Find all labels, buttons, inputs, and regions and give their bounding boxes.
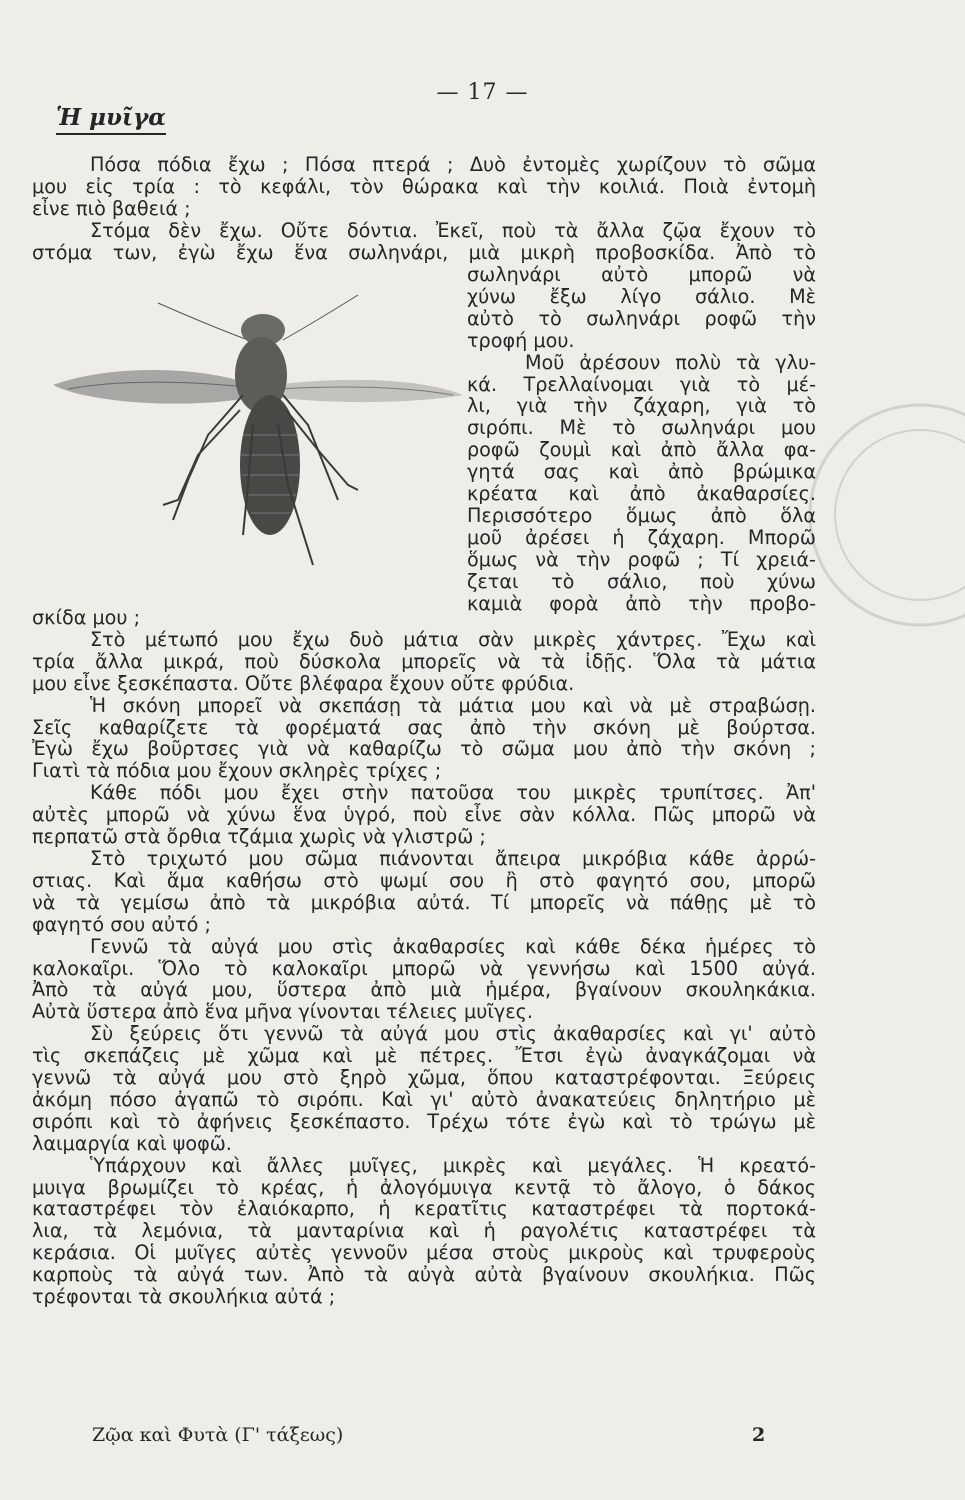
text-line: μυιγα βρωμίζει τὸ κρέας, ἡ ἀλογόμυιγα κεντᾷ τὸ ἄλογο, ὁ δάκος — [32, 1175, 816, 1199]
text-line: στόμα των, ἐγὼ ἔχω ἕνα σωληνάρι, μιὰ μικρὴ προβοσκίδα. Ἀπὸ τὸ — [32, 240, 816, 264]
page-title: Ἡ μυῖγα — [56, 104, 166, 135]
text-line: Μοῦ ἀρέσουν πολὺ τὰ γλυ- — [525, 350, 816, 374]
text-line: Στόμα δὲν ἔχω. Οὔτε δόντια. Ἐκεῖ, ποὺ τὰ ἄλλα ζῷα ἔχουν τὸ — [90, 218, 816, 242]
text-line: μου εἶνε ξεσκέπαστα. Οὔτε βλέφαρα ἔχουν οὔτε φρύδια. — [32, 671, 575, 695]
text-line: Στὸ τριχωτό μου σῶμα πιάνονται ἄπειρα μικρόβια κάθε ἀρρώ- — [90, 846, 816, 870]
text-line: ζεται τὸ σάλιο, ποὺ χύνω — [467, 569, 816, 593]
text-line: νὰ τὰ γεμίσω ἀπὸ τὰ μικρόβια αὐτά. Τί μπορεῖς νὰ πάθῃς μὲ τὸ — [32, 890, 816, 914]
text-line: Ἀπὸ τὰ αὐγά μου, ὕστερα ἀπὸ μιὰ ἡμέρα, βγαίνουν σκουληκάκια. — [32, 978, 816, 1002]
text-line: Πόσα πόδια ἔχω ; Πόσα πτερά ; Δυὸ ἐντομὲς χωρίζουν τὸ σῶμα — [90, 153, 816, 176]
text-line: Ὑπάρχουν καὶ ἄλλες μυῖγες, μικρὲς καὶ μεγάλες. Ἡ κρεατό- — [90, 1153, 816, 1177]
text-line: φαγητό σου αὐτό ; — [32, 912, 211, 936]
text-line: αὐτὸ τὸ σωληνάρι ροφῶ τὴν — [467, 306, 816, 330]
text-line: τὶς σκεπάζεις μὲ χῶμα καὶ μὲ πέτρες. Ἔτσι ἐγὼ ἀναγκάζομαι νὰ — [32, 1044, 816, 1068]
paragraph-beside-figure — [467, 264, 816, 615]
text-line: λαιμαργία καὶ ψοφῶ. — [32, 1131, 232, 1155]
text-line: ὅμως νὰ τὴν ροφῶ ; Τί χρειά- — [467, 547, 816, 571]
text-line: ἀκόμη πόσο ἀγαπῶ τὸ σιρόπι. Καὶ γι' αὐτὸ ἀνακατεύεις δηλητήριο μὲ — [32, 1087, 816, 1111]
text-line: Γιατὶ τὰ πόδια μου ἔχουν σκληρὲς τρίχες ; — [32, 759, 442, 783]
text-line: Κάθε πόδι μου ἔχει στὴν πατοῦσα του μικρὲς τρυπίτσες. Ἀπ' — [90, 781, 816, 805]
text-line: ροφῶ ζουμὶ καὶ ἀπὸ ἄλλα φα- — [467, 438, 816, 462]
text-line: εἶνε πιὸ βαθειά ; — [32, 196, 191, 220]
text-line: αὐτὲς μπορῶ νὰ χύνω ἕνα ὑγρό, ποὺ εἶνε σὰν κόλλα. Πῶς μπορῶ νὰ — [32, 803, 816, 827]
text-line: λια, τὰ λεμόνια, τὰ μανταρίνια καὶ ἡ ραγολέτις καταστρέφει τὰ — [32, 1219, 816, 1243]
text-line: Ἐγὼ ἔχω βοῦρτσες γιὰ νὰ καθαρίζω τὸ σῶμα μου ἀπὸ τὴν σκόνη ; — [32, 737, 816, 761]
text-line: στιας. Καὶ ἅμα καθήσω στὸ ψωμί σου ἢ στὸ φαγητό σου, μπορῶ — [32, 868, 816, 892]
paragraph-main — [32, 607, 816, 1308]
text-line: σιρόπι καὶ τὸ ἀφήνεις ξεσκέπαστο. Τρέχω τότε ἐγὼ καὶ τὸ τρώγω μὲ — [32, 1109, 816, 1133]
text-line: τροφή μου. — [467, 328, 575, 352]
stamp-icon — [790, 385, 965, 645]
text-line: μοῦ ἀρέσει ἡ ζάχαρη. Μπορῶ — [467, 525, 816, 549]
text-line: Στὸ μέτωπό μου ἔχω δυὸ μάτια σὰν μικρὲς χάντρες. Ἔχω καὶ — [90, 627, 816, 651]
text-line: περπατῶ στὰ ὄρθια τζάμια χωρὶς νὰ γλιστρῶ ; — [32, 825, 486, 849]
text-line: Ἡ σκόνη μπορεῖ νὰ σκεπάσῃ τὰ μάτια μου καὶ νὰ μὲ στραβώσῃ. — [90, 693, 816, 717]
fly-illustration-icon — [48, 285, 468, 585]
text-line: κρέατα καὶ ἀπὸ ἀκαθαρσίες. — [467, 482, 816, 506]
text-line: χύνω ἔξω λίγο σάλιο. Μὲ — [467, 284, 816, 308]
text-line: σκίδα μου ; — [32, 606, 141, 629]
text-line: μου εἰς τρία : τὸ κεφάλι, τὸν θώρακα καὶ τὴν κοιλιά. Ποιὰ ἐντομὴ — [32, 174, 816, 198]
paragraph-intro — [32, 154, 816, 264]
text-line: κεράσια. Οἱ μυῖγες αὐτὲς γεννοῦν μέσα στοὺς μικροὺς καὶ τρυφεροὺς — [32, 1241, 816, 1265]
text-line: γεννῶ τὰ αὐγά μου στὸ ξηρὸ χῶμα, ὅπου καταστρέφονται. Ξεύρεις — [32, 1066, 816, 1090]
text-line: καλοκαῖρι. Ὅλο τὸ καλοκαῖρι μπορῶ νὰ γεννήσω καὶ 1500 αὐγά. — [32, 956, 816, 980]
text-line: λι, γιὰ τὴν ζάχαρη, γιὰ τὸ — [467, 394, 816, 418]
text-line: Σὺ ξεύρεις ὅτι γεννῶ τὰ αὐγά μου στὶς ἀκαθαρσίες καὶ γι' αὐτὸ — [90, 1022, 816, 1046]
text-line: τρία ἄλλα μικρά, ποὺ δύσκολα μπορεῖς νὰ τὰ ἰδῇς. Ὅλα τὰ μάτια — [32, 649, 816, 673]
text-line: καταστρέφει τὸν ἐλαιόκαρπο, ἡ κερατῖτις καταστρέφει τὰ πορτοκά- — [32, 1197, 816, 1221]
text-line: Αὐτὰ ὕστερα ἀπὸ ἕνα μῆνα γίνονται τέλειες μυῖγες. — [32, 1000, 533, 1024]
text-line: σιρόπι. Μὲ τὸ σωληνάρι μου — [467, 416, 816, 440]
text-line: κά. Τρελλαίνομαι γιὰ τὸ μέ- — [467, 372, 816, 396]
text-line: Σεῖς καθαρίζετε τὰ φορέματά σας ἀπὸ τὴν σκόνη μὲ βούρτσα. — [32, 715, 816, 739]
page-number: — 17 — — [436, 80, 529, 105]
footer-book-title: Ζῷα καὶ Φυτὰ (Γ' τάξεως) — [92, 1424, 344, 1446]
text-line: καμιὰ φορὰ ἀπὸ τὴν προβο- — [467, 591, 816, 615]
text-line: τρέφονται τὰ σκουλήκια αὐτά ; — [32, 1285, 336, 1309]
text-line: σωληνάρι αὐτὸ μπορῶ νὰ — [467, 263, 816, 286]
text-line: καρποὺς τὰ αὐγά των. Ἀπὸ τὰ αὐγὰ αὐτὰ βγαίνουν σκουλήκια. Πῶς — [32, 1263, 816, 1287]
text-line: Περισσότερο ὅμως ἀπὸ ὅλα — [467, 503, 816, 527]
text-line: Γεννῶ τὰ αὐγά μου στὶς ἀκαθαρσίες καὶ κάθε δέκα ἡμέρες τὸ — [90, 934, 816, 958]
footer-sheet-number: 2 — [752, 1424, 766, 1446]
text-line: γητά σας καὶ ἀπὸ βρώμικα — [467, 460, 816, 484]
